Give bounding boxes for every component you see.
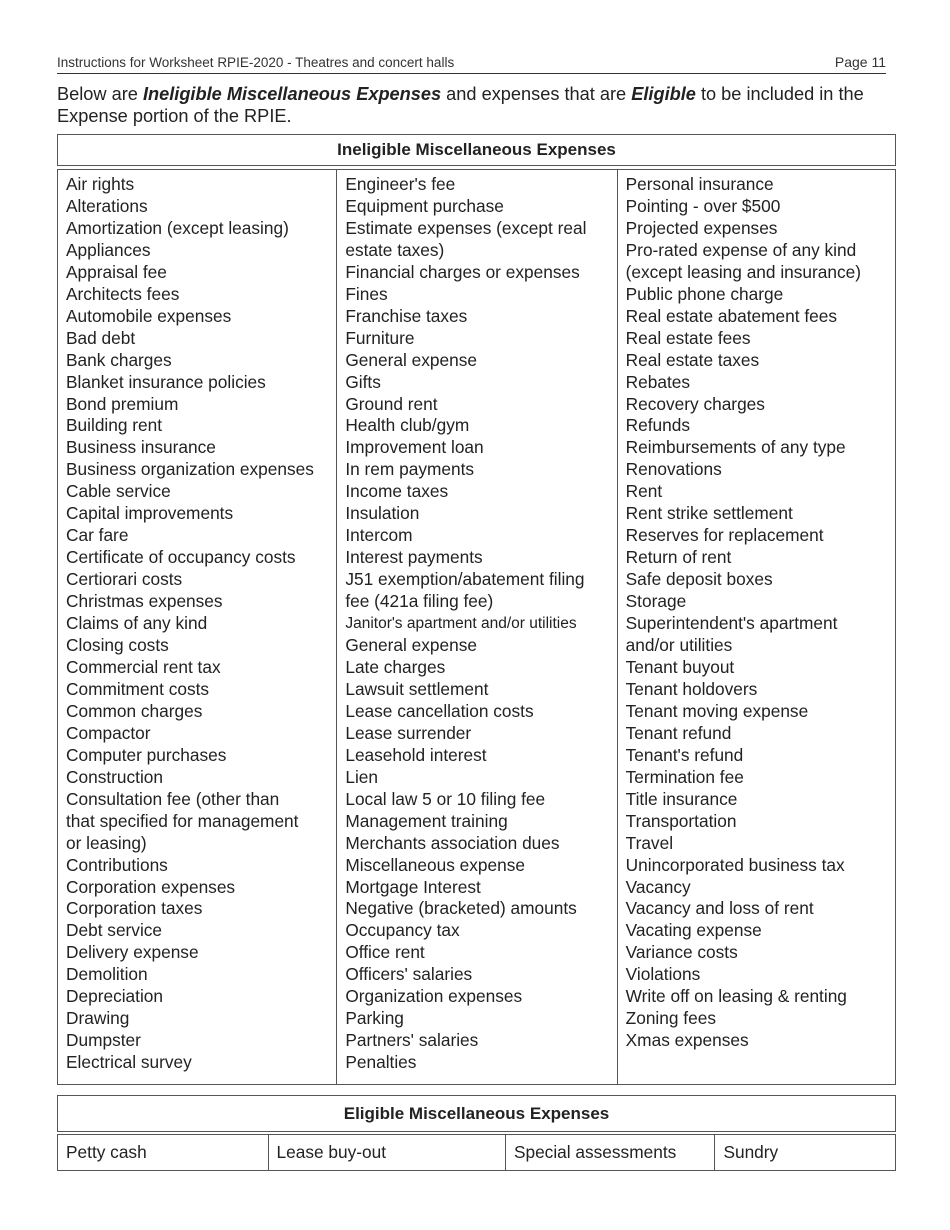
expense-list-item: Architects fees: [66, 283, 180, 304]
eligible-table-title: Eligible Miscellaneous Expenses: [57, 1095, 896, 1132]
expense-list-item: Intercom: [345, 525, 413, 546]
expense-list-item: Unincorporated business tax: [625, 854, 845, 875]
expense-list-item: Bond premium: [66, 393, 179, 414]
expense-list-item: Tenant moving expense: [625, 700, 809, 721]
expense-list-item: Engineer's fee: [345, 174, 456, 194]
expense-list-item: Compactor: [66, 722, 151, 743]
expense-list-item: Partners' salaries: [345, 1030, 479, 1051]
expense-list-item: General expense: [345, 635, 477, 656]
ineligible-expenses-table: [57, 169, 896, 1085]
expense-list-item: Claims of any kind: [66, 613, 208, 634]
expense-list-item: Late charges: [345, 656, 446, 677]
expense-list-item: Pointing - over $500: [625, 195, 781, 216]
expense-list-item: Office rent: [345, 942, 425, 963]
expense-list-item: Gifts: [345, 371, 381, 392]
expense-list-item: Organization expenses: [345, 986, 523, 1007]
expense-list-item: Miscellaneous expense: [345, 854, 525, 875]
ineligible-column-2: [336, 170, 616, 1084]
eligible-item: Petty cash: [66, 1142, 147, 1162]
expense-list-item: Real estate fees: [625, 327, 751, 348]
expense-list-item: Income taxes: [345, 481, 449, 502]
expense-list-item: Business insurance: [66, 437, 216, 458]
expense-list-item: Construction: [66, 766, 164, 787]
expense-list-item: Consultation fee (other than: [66, 788, 280, 809]
expense-list-item: Lease surrender: [345, 722, 472, 743]
expense-list-item: Vacating expense: [625, 920, 762, 941]
expense-list-item: Rent strike settlement: [625, 503, 793, 524]
expense-list-item: Tenant holdovers: [625, 678, 758, 699]
expense-list-item: Drawing: [66, 1008, 130, 1029]
expense-list-item: Delivery expense: [66, 942, 199, 963]
expense-list-item: Janitor's apartment and/or utilities: [345, 615, 577, 633]
expense-list-item: Storage: [625, 591, 687, 612]
expense-list-item: Commercial rent tax: [66, 656, 221, 677]
expense-list-item: Contributions: [66, 854, 168, 875]
expense-list-item: Zoning fees: [625, 1008, 716, 1029]
expense-list-item: Amortization (except leasing): [66, 217, 289, 238]
expense-list-item: Merchants association dues: [345, 832, 560, 853]
expense-list-item: and/or utilities: [625, 635, 733, 656]
expense-list-item: Vacancy: [625, 876, 691, 897]
intro-text-3: to be included in the Expense portion of the RPIE.: [57, 84, 864, 126]
expense-list-item: that specified for management: [66, 810, 299, 831]
expense-list-item: General expense: [345, 349, 477, 370]
expense-list-item: Mortgage Interest: [345, 876, 481, 897]
expense-list-item: Return of rent: [625, 547, 732, 568]
expense-list-item: Ground rent: [345, 393, 438, 414]
ineligible-table-title: Ineligible Miscellaneous Expenses: [57, 134, 896, 166]
expense-list-item: Real estate taxes: [625, 349, 760, 370]
expense-list-item: Lawsuit settlement: [345, 678, 489, 699]
expense-list-item: Variance costs: [625, 942, 738, 963]
intro-bold-eligible: Eligible: [631, 84, 696, 104]
page-number: Page 11: [834, 54, 886, 70]
expense-list-item: Penalties: [345, 1052, 417, 1073]
expense-list-item: Tenant buyout: [625, 656, 735, 677]
expense-list-item: Financial charges or expenses: [345, 261, 580, 282]
expense-list-item: Insulation: [345, 503, 420, 524]
expense-list-item: or leasing): [66, 832, 147, 853]
expense-list-item: Refunds: [625, 415, 691, 436]
expense-list-item: Write off on leasing & renting: [625, 986, 847, 1007]
expense-list-item: Safe deposit boxes: [625, 569, 773, 590]
expense-list-item: Business organization expenses: [66, 459, 314, 480]
expense-list-item: Renovations: [625, 459, 722, 480]
expense-list-item: estate taxes): [345, 239, 445, 260]
intro-paragraph: [57, 83, 892, 127]
expense-list-item: Depreciation: [66, 986, 164, 1007]
expense-list-item: Dumpster: [66, 1030, 141, 1051]
expense-list-item: Improvement loan: [345, 437, 484, 458]
expense-list-item: fee (421a filing fee): [345, 591, 494, 612]
expense-list-item: Violations: [625, 964, 701, 985]
expense-list-item: Demolition: [66, 964, 148, 985]
expense-list-item: Leasehold interest: [345, 744, 487, 765]
expense-list-item: Equipment purchase: [345, 195, 504, 216]
expense-list-item: Computer purchases: [66, 744, 227, 765]
expense-list-item: Pro-rated expense of any kind: [625, 239, 857, 260]
expense-list-item: Blanket insurance policies: [66, 371, 266, 392]
expense-list-item: Personal insurance: [625, 174, 774, 194]
expense-list-item: Air rights: [66, 174, 135, 194]
expense-list-item: Appliances: [66, 239, 151, 260]
expense-list-item: Termination fee: [625, 766, 744, 787]
eligible-expenses-row: [57, 1134, 896, 1171]
expense-list-item: Capital improvements: [66, 503, 234, 524]
expense-list-item: Closing costs: [66, 635, 169, 656]
expense-list-item: Occupancy tax: [345, 920, 460, 941]
expense-list-item: Automobile expenses: [66, 305, 232, 326]
expense-list-item: Vacancy and loss of rent: [625, 898, 814, 919]
expense-list-item: Health club/gym: [345, 415, 470, 436]
expense-list-item: Estimate expenses (except real: [345, 217, 587, 238]
expense-list-item: Bad debt: [66, 327, 136, 348]
expense-list-item: Cable service: [66, 481, 171, 502]
expense-list-item: Title insurance: [625, 788, 738, 809]
expense-list-item: Tenant's refund: [625, 744, 744, 765]
expense-list-item: Real estate abatement fees: [625, 305, 838, 326]
expense-list-item: Alterations: [66, 195, 148, 216]
expense-list-item: In rem payments: [345, 459, 475, 480]
expense-list-item: Transportation: [625, 810, 737, 831]
expense-list-item: Certificate of occupancy costs: [66, 547, 296, 568]
expense-list-item: Corporation taxes: [66, 898, 203, 919]
intro-bold-ineligible: Ineligible Miscellaneous Expenses: [142, 84, 442, 104]
expense-list-item: Bank charges: [66, 349, 172, 370]
eligible-item: Special assessments: [505, 1135, 715, 1170]
expense-list-item: Reimbursements of any type: [625, 437, 846, 458]
expense-list-item: Fines: [345, 283, 388, 304]
ineligible-column-3: [617, 170, 895, 1084]
document-title: Instructions for Worksheet RPIE-2020 - Theatres and concert halls: [57, 55, 455, 70]
intro-text-2: and expenses that are: [441, 84, 632, 104]
expense-list-item: Tenant refund: [625, 722, 732, 743]
expense-list-item: Recovery charges: [625, 393, 765, 414]
expense-list-item: J51 exemption/abatement filing: [345, 569, 585, 590]
expense-list-item: Furniture: [345, 327, 415, 348]
expense-list-item: Reserves for replacement: [625, 525, 824, 546]
expense-list-item: Car fare: [66, 525, 129, 546]
page-header: [57, 53, 886, 74]
ineligible-column-1: [58, 170, 336, 1084]
expense-list-item: Electrical survey: [66, 1052, 192, 1073]
expense-list-item: Xmas expenses: [625, 1030, 749, 1051]
expense-list-item: Corporation expenses: [66, 876, 236, 897]
expense-list-item: Common charges: [66, 700, 203, 721]
eligible-item: Sundry: [714, 1135, 895, 1170]
expense-list-item: Local law 5 or 10 filing fee: [345, 788, 546, 809]
eligible-item: Lease buy-out: [268, 1135, 505, 1170]
expense-list-item: Christmas expenses: [66, 591, 223, 612]
intro-text-1: Below are: [57, 84, 143, 104]
expense-list-item: Commitment costs: [66, 678, 210, 699]
expense-list-item: Lease cancellation costs: [345, 700, 534, 721]
expense-list-item: (except leasing and insurance): [625, 261, 862, 282]
expense-list-item: Debt service: [66, 920, 163, 941]
expense-list-item: Appraisal fee: [66, 261, 167, 282]
expense-list-item: Officers' salaries: [345, 964, 473, 985]
expense-list-item: Lien: [345, 766, 379, 787]
expense-list-item: Negative (bracketed) amounts: [345, 898, 577, 919]
expense-list-item: Franchise taxes: [345, 305, 468, 326]
expense-list-item: Building rent: [66, 415, 163, 436]
expense-list-item: Certiorari costs: [66, 569, 183, 590]
expense-list-item: Superintendent's apartment: [625, 613, 838, 634]
expense-list-item: Rebates: [625, 371, 691, 392]
expense-list-item: Parking: [345, 1008, 404, 1029]
expense-list-item: Management training: [345, 810, 508, 831]
expense-list-item: Rent: [625, 481, 663, 502]
expense-list-item: Public phone charge: [625, 283, 784, 304]
expense-list-item: Travel: [625, 832, 674, 853]
expense-list-item: Projected expenses: [625, 217, 778, 238]
expense-list-item: Interest payments: [345, 547, 483, 568]
